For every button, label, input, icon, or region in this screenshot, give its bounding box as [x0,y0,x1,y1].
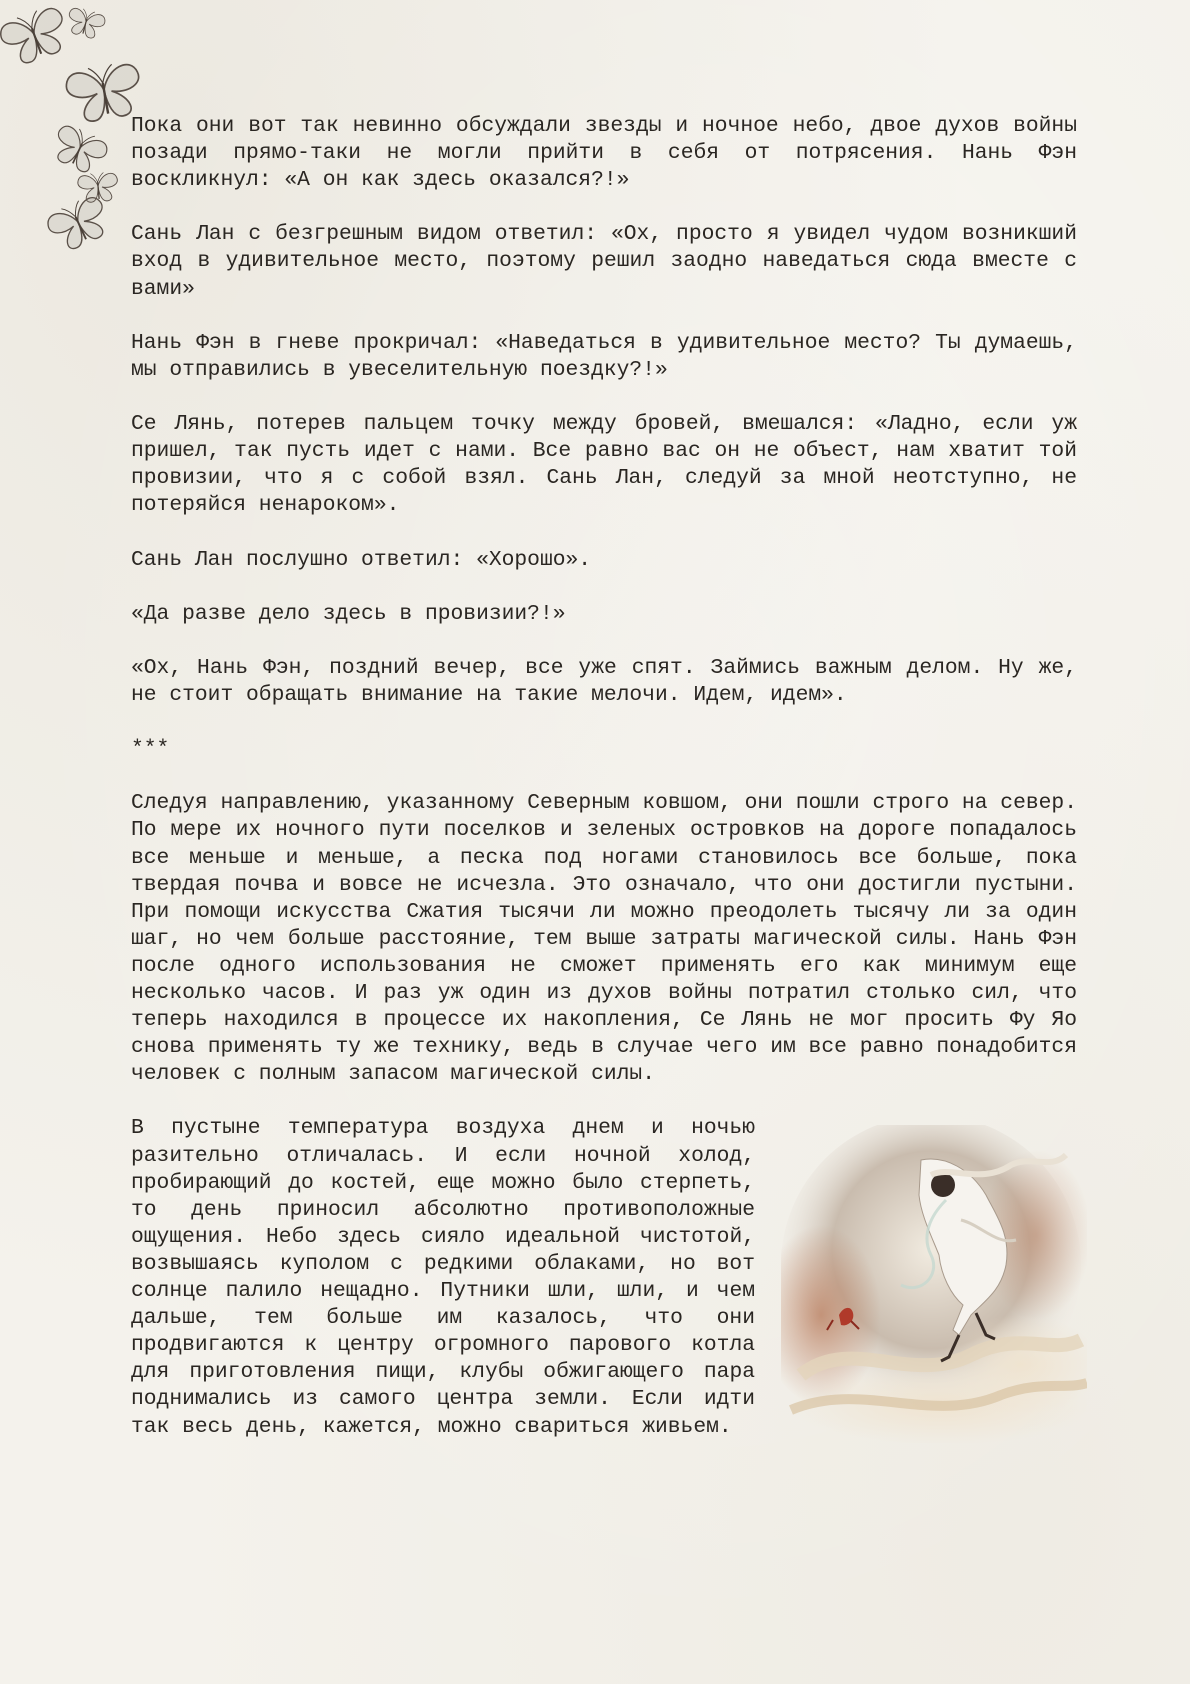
paragraph: Сань Лан послушно ответил: «Хорошо». [131,547,592,572]
document-body [131,113,1077,1468]
illustration-image [781,1125,1087,1443]
butterfly-icon [48,122,111,178]
butterfly-icon [0,3,73,68]
scene-break: *** [131,737,170,762]
paragraph: Се Лянь, потерев пальцем точку между бровей, вмешался: «Ладно, если уж пришел, так пусть идет с нами. Все равно вас он не объест, нам хватит той провизии, что я с собой взял. Сань Лан, следуй за мной неотступно, не потеряйся ненароком». [131,412,1077,518]
paragraph: Пока они вот так невинно обсуждали звезды и ночное небо, двое духов войны позади прямо-таки не могли прийти в себя от потрясения. Нань Фэн воскликнул: «А он как здесь оказался?!» [131,114,1077,193]
paragraph: Нань Фэн в гневе прокричал: «Наведаться в удивительное место? Ты думаешь, мы отправились в увеселительную поездку?!» [131,330,1077,382]
paragraph: «Да разве дело здесь в провизии?!» [131,601,566,626]
paragraph: Сань Лан с безгрешным видом ответил: «Ох, просто я увидел чудом возникший вход в удивительное место, поэтому решил заодно наведаться сюда вместе с вами» [131,222,1077,301]
paragraph: «Ох, Нань Фэн, поздний вечер, все уже спят. Займись важным делом. Ну же, не стоит обращать внимание на такие мелочи. Идем, идем». [131,655,1077,707]
butterfly-icon [77,171,119,203]
wrapped-section [131,1115,1077,1440]
butterfly-icon [65,6,107,41]
paragraph: В пустыне температура воздуха днем и ночью разительно отличалась. И если ночной холод, пробирающий до костей, еще можно было стерпеть, то день приносил абсолютно противоположные ощущения. Небо здесь сияло идеальной чистотой, возвышаясь куполом с редкими облаками, но вот солнце палило нещадно. Путники шли, шли, и чем дальше, тем больше им казалось, что они продвигаются к центру огромного парового котла для приготовления пищи, клубы обжигающего пара поднимались из самого центра земли. Если идти так весь день, кажется, можно свариться живьем. [131,1116,755,1439]
butterfly-icon [44,193,114,255]
paragraph: Следуя направлению, указанному Северным ковшом, они пошли строго на север. По мере их ночного пути поселков и зеленых островков на дороге попадалось все меньше и меньше, а песка под ногами становилось все больше, пока твердая почва и вовсе не исчезла. Это означало, что они достигли пустыни. При помощи искусства Сжатия тысячи ли можно преодолеть тысячу ли за один шаг, но чем больше расстояние, тем выше затраты магической силы. Нань Фэн после одного использования не сможет применять его как минимум еще несколько часов. И раз уж один из духов войны потратил столько сил, что теперь находился в процессе их накопления, Се Лянь не мог просить Фу Яо снова применять ту же технику, ведь в случае чего им все равно понадобится человек с полным запасом магической силы. [131,791,1077,1087]
butterflies-decoration [0,0,150,260]
